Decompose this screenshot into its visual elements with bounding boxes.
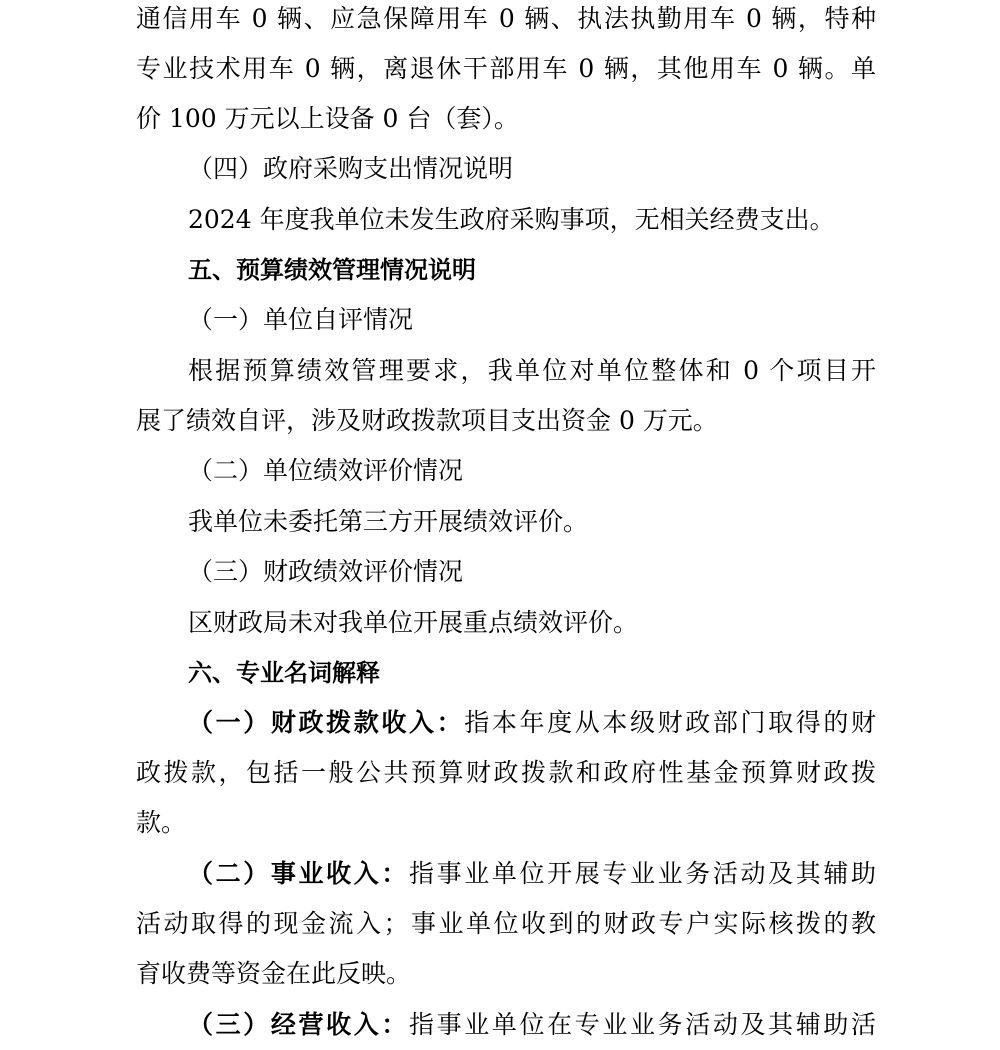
heading-text: 五、预算绩效管理情况说明 [188, 256, 476, 284]
line-text: 展了绩效自评，涉及财政拨款项目支出资金 0 万元。 [136, 406, 718, 435]
heading-text: （一）单位自评情况 [188, 305, 414, 334]
heading-text: （四）政府采购支出情况说明 [188, 154, 514, 183]
paragraph-line [136, 94, 876, 144]
paragraph-line [136, 0, 876, 44]
definition-term: （二）事业收入： [188, 859, 409, 888]
paragraph-line [136, 396, 876, 446]
paragraph-line [136, 798, 876, 848]
definition-text: 指事业单位在专业业务活动及其辅助活 [409, 1010, 876, 1039]
definition-line [188, 849, 876, 899]
definition-text: 指本年度从本级财政部门取得的财 [464, 708, 876, 737]
subsection-heading [188, 144, 876, 194]
paragraph-line [136, 44, 876, 94]
line-text: 育收费等资金在此反映。 [136, 959, 412, 988]
subsection-heading [188, 295, 876, 345]
line-text: 我单位未委托第三方开展绩效评价。 [188, 507, 589, 536]
line-text: 专业技术用车 0 辆，离退休干部用车 0 辆，其他用车 0 辆。单 [136, 54, 876, 83]
line-text: 通信用车 0 辆、应急保障用车 0 辆、执法执勤用车 0 辆，特种 [136, 4, 876, 33]
definition-term: （三）经营收入： [188, 1010, 409, 1039]
line-text: 2024 年度我单位未发生政府采购事项，无相关经费支出。 [188, 205, 835, 234]
paragraph-line [188, 346, 876, 396]
subsection-heading [188, 547, 876, 597]
heading-text: 六、专业名词解释 [188, 659, 380, 687]
line-text: 活动取得的现金流入；事业单位收到的财政专户实际核拨的教 [136, 909, 876, 938]
paragraph-line [136, 899, 876, 949]
paragraph-line [188, 598, 876, 648]
definition-line [188, 698, 876, 748]
definition-term: （一）财政拨款收入： [188, 708, 465, 737]
definition-text: 指事业单位开展专业业务活动及其辅助 [409, 859, 876, 888]
paragraph-line [136, 949, 876, 999]
paragraph-line [188, 497, 876, 547]
definition-line [188, 1000, 876, 1050]
line-text: 政拨款，包括一般公共预算财政拨款和政府性基金预算财政拨 [136, 758, 876, 787]
line-text: 价 100 万元以上设备 0 台（套）。 [136, 104, 519, 133]
line-text: 款。 [136, 808, 187, 837]
line-text: 区财政局未对我单位开展重点绩效评价。 [188, 608, 639, 637]
heading-text: （三）财政绩效评价情况 [188, 557, 464, 586]
paragraph-line [136, 748, 876, 798]
section-heading [188, 245, 876, 295]
paragraph-line [188, 195, 876, 245]
line-text: 根据预算绩效管理要求，我单位对单位整体和 0 个项目开 [188, 356, 876, 385]
section-heading [188, 648, 876, 698]
subsection-heading [188, 446, 876, 496]
heading-text: （二）单位绩效评价情况 [188, 456, 464, 485]
